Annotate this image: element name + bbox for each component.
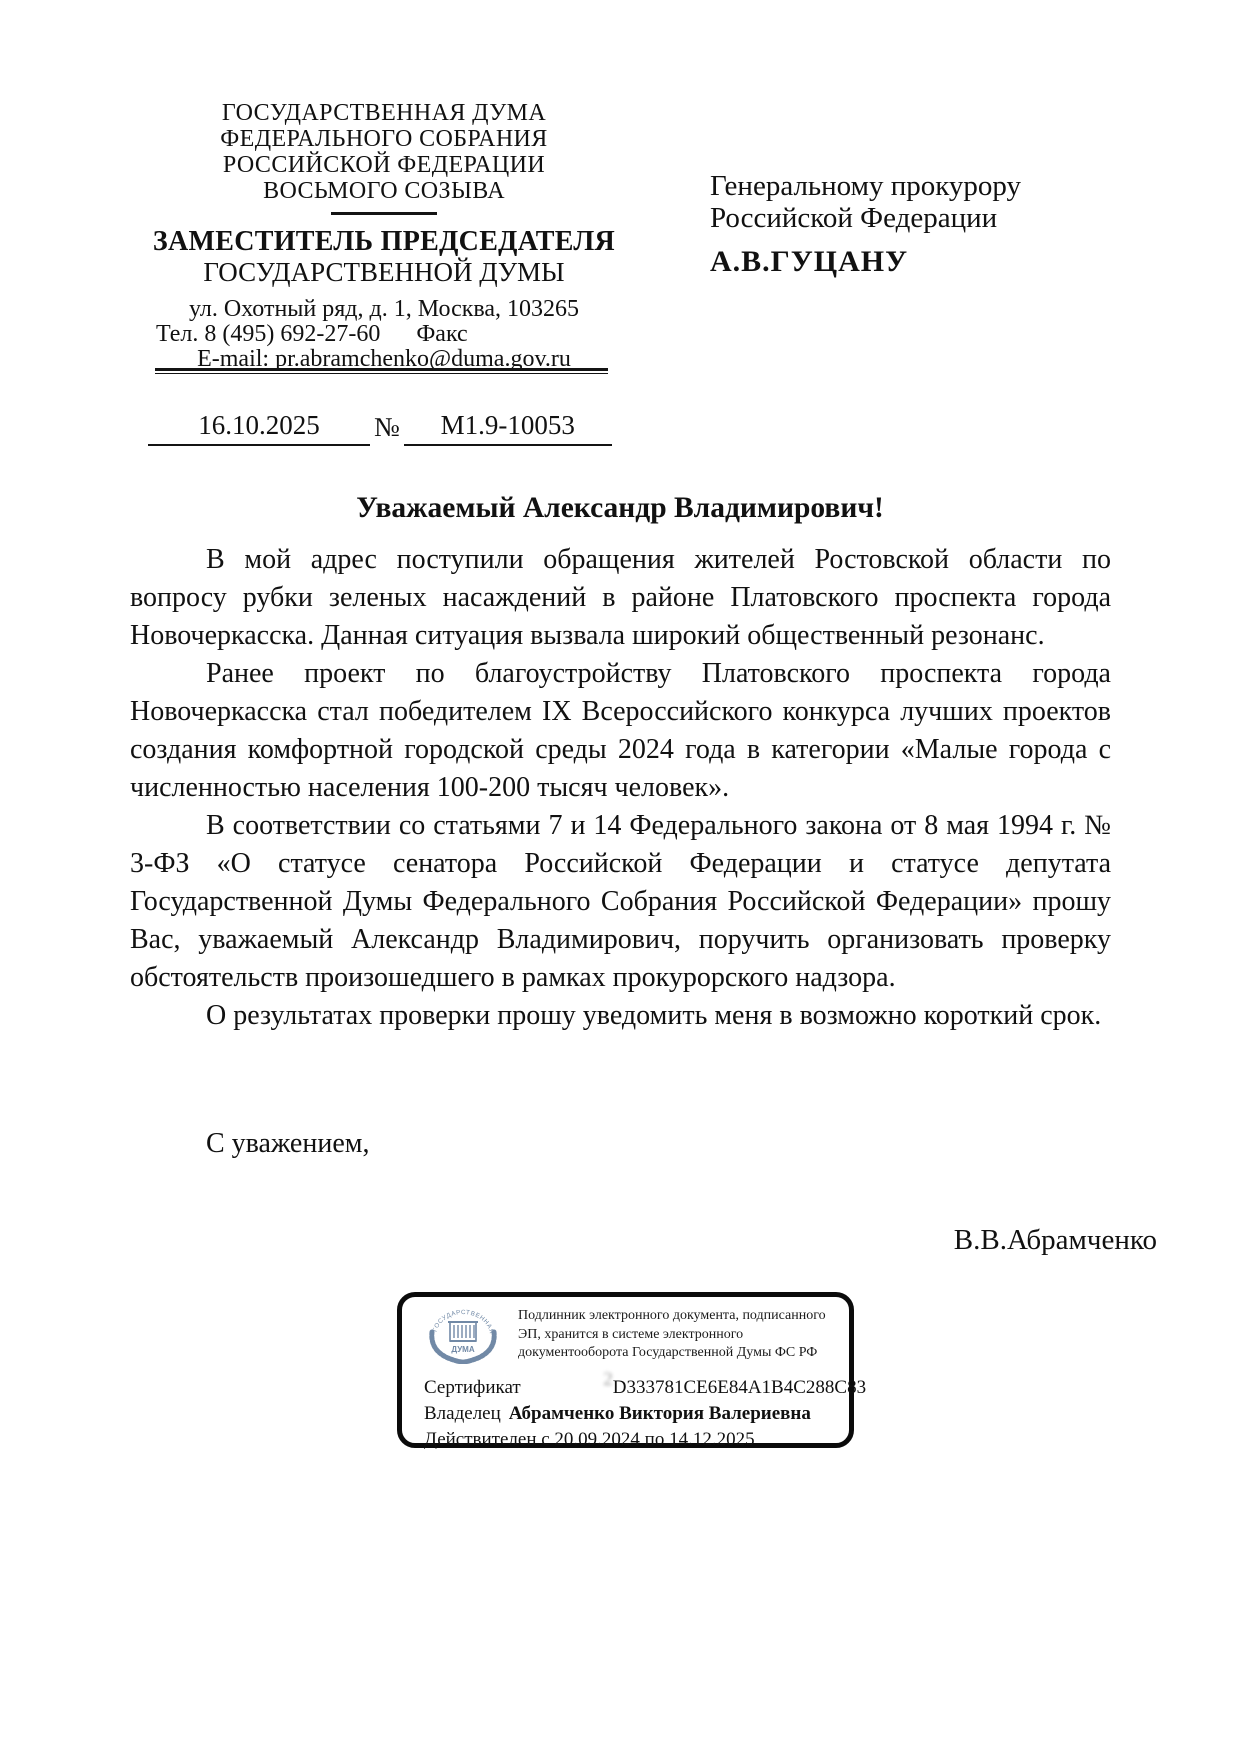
svg-text:ДУМА: ДУМА: [451, 1345, 475, 1354]
org-name-line: ГОСУДАРСТВЕННАЯ ДУМА: [221, 100, 547, 126]
sender-email: E-mail: pr.abramchenko@duma.gov.ru: [197, 346, 571, 372]
owner-label: Владелец: [424, 1403, 501, 1424]
digital-signature-stamp: [397, 1292, 867, 1450]
sender-phone-fax: Тел. 8 (495) 692-27-60 Факс: [156, 321, 468, 347]
certificate-line: [402, 1367, 867, 1401]
sender-position-title: ЗАМЕСТИТЕЛЬ ПРЕДСЕДАТЕЛЯ: [152, 226, 616, 257]
letter-number: М1.9-10053: [404, 410, 612, 446]
letterhead: [128, 100, 640, 372]
stamp-header: [402, 1297, 849, 1367]
recipient-block: [710, 170, 1070, 279]
validity-line: Действителен с 20.09.2024 по 14.12.2025: [424, 1429, 755, 1450]
number-sign: №: [374, 412, 400, 442]
stamp-info-line: документооборота Государственной Думы ФС РФ: [518, 1345, 818, 1360]
letter-body: [130, 541, 1111, 1035]
recipient-title-line: Генеральному прокурору: [710, 170, 1022, 202]
org-name-line: ФЕДЕРАЛЬНОГО СОБРАНИЯ: [220, 126, 548, 152]
closing-phrase: С уважением,: [206, 1128, 370, 1159]
body-paragraph: Ранее проект по благоустройству Платовского проспекта города Новочеркасска стал победителем IX Всероссийского конкурса лучших проектов создания комфортной городской среды 2024 года в категории «Малые города с численностью населения 100-200 тысяч человек».: [130, 658, 1111, 803]
org-name-line: РОССИЙСКОЙ ФЕДЕРАЦИИ: [222, 152, 546, 178]
certificate-value: D333781CE6E84A1B4C288C83: [612, 1377, 867, 1398]
letterhead-bottom-rule: [155, 368, 608, 374]
sender-address: ул. Охотный ряд, д. 1, Москва, 103265: [188, 296, 580, 322]
duma-emblem-icon: [424, 1306, 502, 1369]
certificate-redacted-part: 2: [603, 1369, 613, 1390]
reference-row: [148, 410, 612, 446]
body-paragraph: В соответствии со статьями 7 и 14 Федерального закона от 8 мая 1994 г. № 3-ФЗ «О статусе сенатора Российской Федерации и статусе депутата Государственной Думы Федерального Собрания Российской Федерации» прошу Вас, уважаемый Александр Владимирович, поручить организовать проверку обстоятельств произошедшего в рамках прокурорского надзора.: [130, 810, 1111, 993]
recipient-name: А.В.ГУЦАНУ: [710, 245, 909, 278]
owner-line: [402, 1401, 849, 1427]
letterhead-divider: [331, 212, 437, 215]
body-paragraph: О результатах проверки прошу уведомить меня в возможно короткий срок.: [206, 1000, 1102, 1031]
certificate-label: Сертификат: [424, 1377, 521, 1398]
owner-name: Абрамченко Виктория Валериевна: [508, 1403, 811, 1424]
stamp-info-line: Подлинник электронного документа, подписанного: [518, 1308, 826, 1323]
recipient-title-line: Российской Федерации: [710, 202, 998, 234]
org-name-line: ВОСЬМОГО СОЗЫВА: [263, 178, 505, 204]
letter-date: 16.10.2025: [148, 410, 370, 446]
salutation: Уважаемый Александр Владимирович!: [356, 492, 884, 524]
sender-position-subtitle: ГОСУДАРСТВЕННОЙ ДУМЫ: [203, 257, 565, 287]
stamp-info-text: [518, 1305, 826, 1363]
svg-text:ГОСУДАРСТВЕННАЯ: ГОСУДАРСТВЕННАЯ: [431, 1308, 495, 1335]
signature-name: В.В.Абрамченко: [953, 1224, 1157, 1256]
body-paragraph: В мой адрес поступили обращения жителей Ростовской области по вопросу рубки зеленых насаждений в районе Платовского проспекта города Новочеркасска. Данная ситуация вызвала широкий общественный резонанс.: [130, 544, 1111, 651]
stamp-info-line: ЭП, хранится в системе электронного: [518, 1326, 744, 1342]
